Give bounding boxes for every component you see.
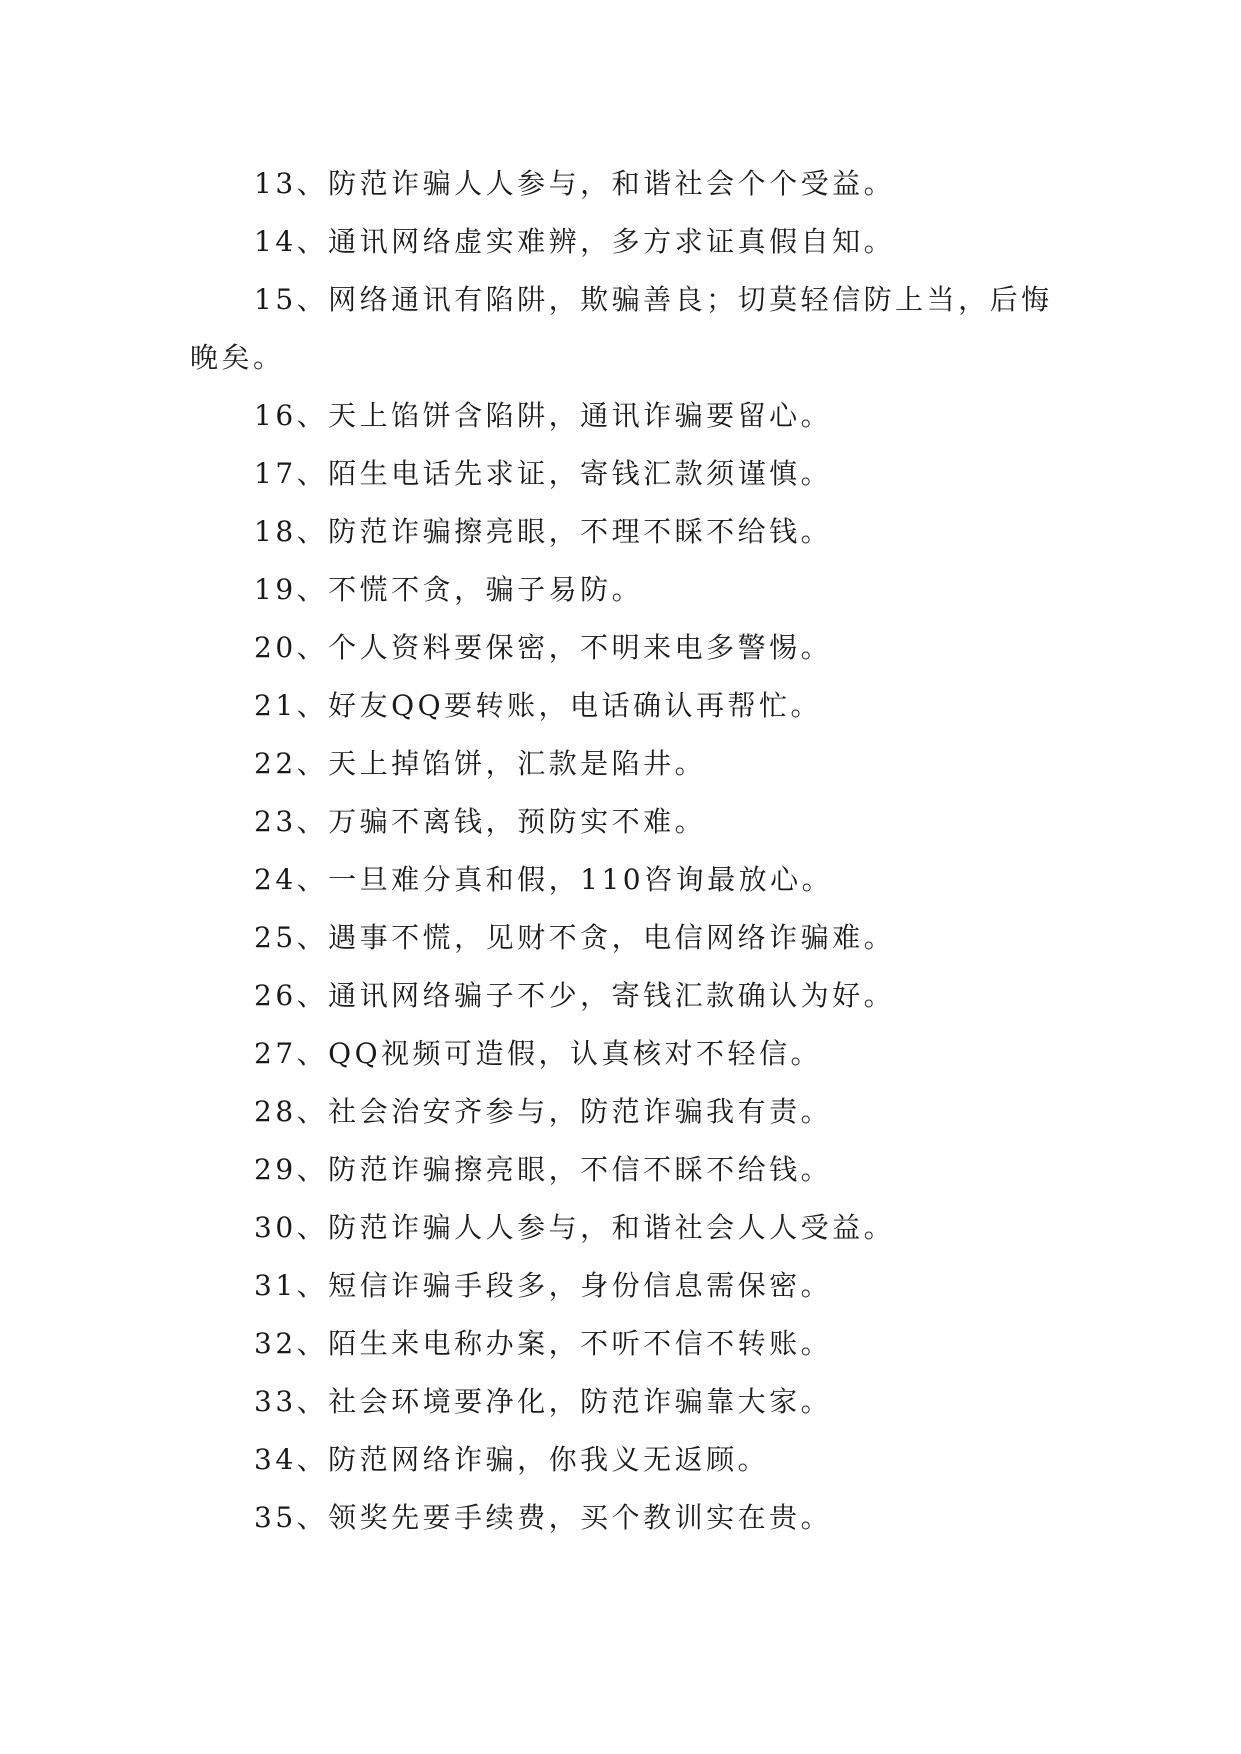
list-item: 15、网络通讯有陷阱，欺骗善良；切莫轻信防上当，后悔晚矣。 — [190, 283, 1053, 374]
slogan-list — [190, 155, 1060, 1547]
list-item: 14、通讯网络虚实难辨，多方求证真假自知。 — [254, 225, 896, 258]
list-item: 25、遇事不慌，见财不贪，电信网络诈骗难。 — [254, 921, 896, 954]
list-item: 31、短信诈骗手段多，身份信息需保密。 — [254, 1269, 833, 1302]
list-item: 13、防范诈骗人人参与，和谐社会个个受益。 — [254, 167, 896, 200]
list-item: 20、个人资料要保密，不明来电多警惕。 — [254, 631, 833, 664]
list-item: 21、好友QQ要转账，电话确认再帮忙。 — [254, 689, 823, 722]
list-item: 26、通讯网络骗子不少，寄钱汇款确认为好。 — [254, 979, 896, 1012]
list-item: 30、防范诈骗人人参与，和谐社会人人受益。 — [254, 1211, 896, 1244]
list-item: 27、QQ视频可造假，认真核对不轻信。 — [254, 1037, 823, 1070]
list-item: 19、不慌不贪，骗子易防。 — [254, 573, 644, 606]
list-item: 34、防范网络诈骗，你我义无返顾。 — [254, 1443, 770, 1476]
list-item: 24、一旦难分真和假，110咨询最放心。 — [254, 863, 834, 896]
list-item: 23、万骗不离钱，预防实不难。 — [254, 805, 707, 838]
list-item: 33、社会环境要净化，防范诈骗靠大家。 — [254, 1385, 833, 1418]
list-item: 29、防范诈骗擦亮眼，不信不睬不给钱。 — [254, 1153, 833, 1186]
list-item: 17、陌生电话先求证，寄钱汇款须谨慎。 — [254, 457, 833, 490]
list-item: 16、天上馅饼含陷阱，通讯诈骗要留心。 — [254, 399, 833, 432]
list-item: 32、陌生来电称办案，不听不信不转账。 — [254, 1327, 833, 1360]
list-item: 28、社会治安齐参与，防范诈骗我有责。 — [254, 1095, 833, 1128]
list-item: 18、防范诈骗擦亮眼，不理不睬不给钱。 — [254, 515, 833, 548]
list-item: 35、领奖先要手续费，买个教训实在贵。 — [254, 1501, 833, 1534]
list-item: 22、天上掉馅饼，汇款是陷井。 — [254, 747, 707, 780]
